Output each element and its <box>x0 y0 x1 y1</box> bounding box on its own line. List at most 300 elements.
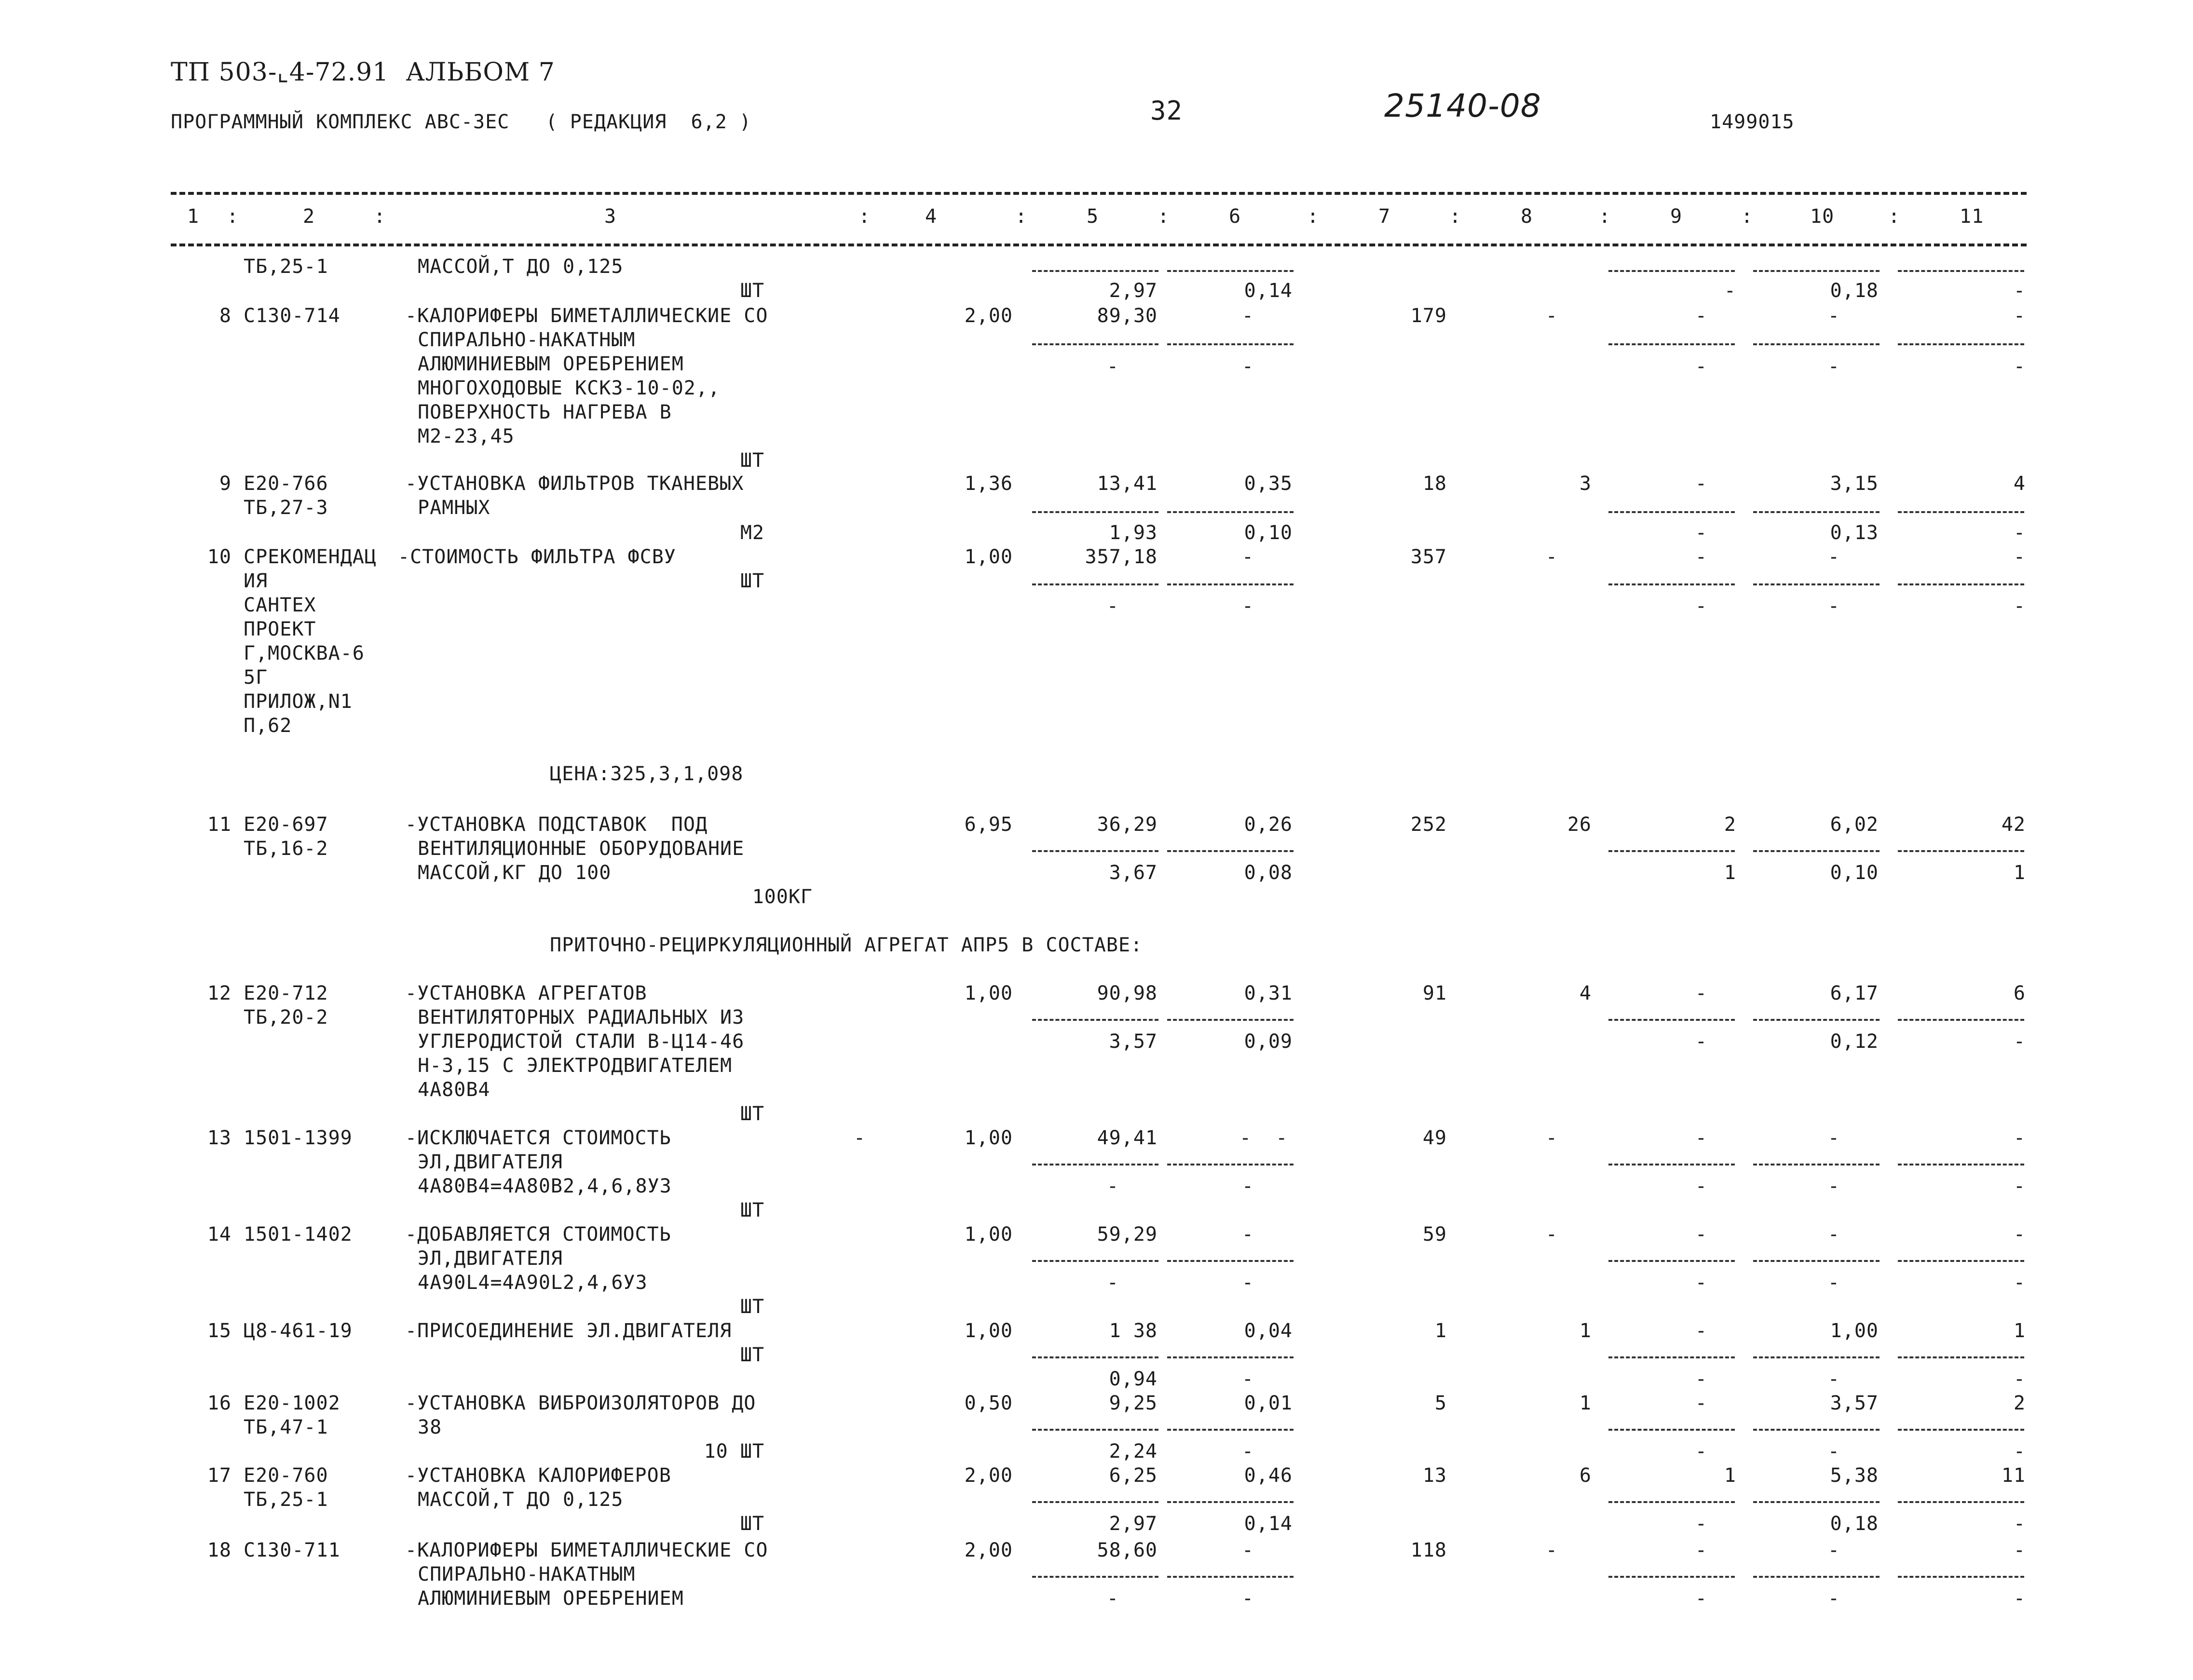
cell-11: 11 <box>2001 1464 2026 1487</box>
dashed-separator <box>1167 1429 1294 1431</box>
cell-8: - <box>1545 1539 1558 1561</box>
cell-5b: - <box>1106 1587 1119 1610</box>
row-number: 11 <box>207 813 232 836</box>
dashed-separator <box>1032 1501 1158 1503</box>
dashed-separator <box>1898 511 2024 513</box>
row-code: ТБ,25-1 <box>244 1489 328 1511</box>
row-code: ТБ,27-3 <box>244 497 328 519</box>
row-description: ПОВЕРХНОСТЬ НАГРЕВА В <box>418 401 672 423</box>
section-title: ПРИТОЧНО-РЕЦИРКУЛЯЦИОННЫЙ АГРЕГАТ АПР5 В СОСТАВЕ: <box>550 934 1143 956</box>
row-unit: ШТ <box>740 449 764 472</box>
dashed-separator <box>1167 343 1294 345</box>
col-sep: : <box>1888 205 1901 228</box>
row-description: МАССОЙ,КГ ДО 100 <box>418 862 612 884</box>
dashed-separator <box>1753 850 1880 852</box>
row-description: 38 <box>418 1416 442 1438</box>
row-number: 17 <box>207 1464 232 1487</box>
cell-5b: 2,97 <box>1109 280 1158 302</box>
cell-9b: - <box>1695 1513 1707 1535</box>
cell-5b: 1,93 <box>1109 522 1158 544</box>
dashed-separator <box>1898 1260 2024 1262</box>
cell-7: 13 <box>1422 1464 1447 1487</box>
dashed-separator <box>1032 1356 1158 1358</box>
row-description: М2-23,45 <box>418 425 515 447</box>
cell-11: 42 <box>2001 813 2026 836</box>
row-description: Н-3,15 С ЭЛЕКТРОДВИГАТЕЛЕМ <box>418 1055 733 1077</box>
cell-5b: 3,67 <box>1109 862 1158 884</box>
cell-5b: 2,24 <box>1109 1440 1158 1463</box>
dashed-separator <box>1167 1356 1294 1358</box>
dashed-separator <box>1167 1501 1294 1503</box>
dashed-separator <box>1032 1164 1158 1165</box>
dashed-separator <box>1032 511 1158 513</box>
dashed-separator <box>1898 850 2024 852</box>
cell-7: 91 <box>1422 982 1447 1004</box>
row-number: 9 <box>219 473 232 495</box>
row-number: 12 <box>207 982 232 1004</box>
cell-11b: - <box>2013 522 2026 544</box>
cell-10b: - <box>1827 1368 1840 1390</box>
dashed-separator <box>1608 1019 1735 1021</box>
row-code: С130-714 <box>244 305 341 327</box>
col-sep: : <box>858 205 871 228</box>
cell-6: 0,35 <box>1244 473 1293 495</box>
cell-9b: - <box>1695 1030 1707 1053</box>
cell-4: 1,00 <box>964 982 1013 1004</box>
cell-10b: 0,12 <box>1830 1030 1879 1053</box>
dashed-separator <box>1608 1260 1735 1262</box>
cell-6: - <box>1241 546 1254 568</box>
row-unit: ШТ <box>740 1103 764 1125</box>
dashed-separator <box>1608 270 1735 272</box>
dashed-separator <box>1032 343 1158 345</box>
row-code: П,62 <box>244 715 292 737</box>
cell-11: - <box>2013 1539 2026 1561</box>
cell-10b: 0,18 <box>1830 1513 1879 1535</box>
cell-6: 0,46 <box>1244 1464 1293 1487</box>
dashed-separator <box>1167 850 1294 852</box>
cell-10: - <box>1827 1539 1840 1561</box>
cell-9: - <box>1695 473 1707 495</box>
row-description: -УСТАНОВКА КАЛОРИФЕРОВ <box>405 1464 671 1487</box>
cell-10b: - <box>1827 1440 1840 1463</box>
row-description: ЭЛ,ДВИГАТЕЛЯ <box>418 1247 563 1270</box>
cell-9: - <box>1695 1223 1707 1246</box>
cell-6: - <box>1241 305 1254 327</box>
cell-6b: - <box>1241 1175 1254 1197</box>
row-code: ТБ,16-2 <box>244 838 328 860</box>
row-unit: ШТ <box>740 1513 764 1535</box>
cell-9b: - <box>1695 1587 1707 1610</box>
cell-5b: - <box>1106 355 1119 378</box>
cell-6b: - <box>1241 595 1254 617</box>
cell-8: 3 <box>1579 473 1592 495</box>
row-code: Г,МОСКВА-6 <box>244 642 365 664</box>
row-description: -ДОБАВЛЯЕТСЯ СТОИМОСТЬ <box>405 1223 671 1246</box>
row-description: -УСТАНОВКА ВИБРОИЗОЛЯТОРОВ ДО <box>405 1392 756 1414</box>
row-unit: ШТ <box>740 570 764 592</box>
row-description: УГЛЕРОДИСТОЙ СТАЛИ В-Ц14-46 <box>418 1030 745 1053</box>
cell-6b: 0,14 <box>1244 1513 1293 1535</box>
cell-11: - <box>2013 546 2026 568</box>
cell-7: 1 <box>1434 1320 1447 1342</box>
cell-6: 0,01 <box>1244 1392 1293 1414</box>
dashed-separator <box>1167 1019 1294 1021</box>
row-unit: ШТ <box>740 1344 764 1366</box>
cell-4: 2,00 <box>964 305 1013 327</box>
row-code: 1501-1402 <box>244 1223 353 1246</box>
row-code: ТБ,25-1 <box>244 256 328 278</box>
row-unit: ШТ <box>740 1296 764 1318</box>
col-header-5: 5 <box>1087 205 1099 228</box>
header-bottom-rule <box>171 244 2027 246</box>
cell-10b: - <box>1827 1272 1840 1294</box>
cell-9: - <box>1695 546 1707 568</box>
row-description: АЛЮМИНИЕВЫМ ОРЕБРЕНИЕМ <box>418 353 684 375</box>
col-sep: : <box>374 205 386 228</box>
row-number: 10 <box>207 546 232 568</box>
cell-7: 49 <box>1422 1127 1447 1149</box>
cell-9: 1 <box>1724 1464 1736 1487</box>
dashed-separator <box>1753 583 1880 585</box>
row-number: 15 <box>207 1320 232 1342</box>
cell-5: 1 38 <box>1109 1320 1158 1342</box>
col-header-9: 9 <box>1670 205 1683 228</box>
dashed-separator <box>1898 1576 2024 1578</box>
cell-11b: 1 <box>2013 862 2026 884</box>
cell-7: 252 <box>1410 813 1447 836</box>
cell-11: - <box>2013 1223 2026 1246</box>
cell-4: 1,36 <box>964 473 1013 495</box>
dashed-separator <box>1753 1356 1880 1358</box>
row-description: -КАЛОРИФЕРЫ БИМЕТАЛЛИЧЕСКИЕ СО <box>405 305 768 327</box>
row-description: -УСТАНОВКА АГРЕГАТОВ <box>405 982 647 1004</box>
cell-8: - <box>1545 305 1558 327</box>
row-code: СРЕКОМЕНДАЦ <box>244 546 377 568</box>
cell-8: - <box>1545 546 1558 568</box>
cell-7: 18 <box>1422 473 1447 495</box>
dashed-separator <box>1032 270 1158 272</box>
cell-10b: - <box>1827 595 1840 617</box>
cell-10b: - <box>1827 1175 1840 1197</box>
cell-11: 1 <box>2013 1320 2026 1342</box>
row-description: -ИСКЛЮЧАЕТСЯ СТОИМОСТЬ <box>405 1127 671 1149</box>
dashed-separator <box>1753 1501 1880 1503</box>
cell-4: 1,00 <box>964 1320 1013 1342</box>
row-unit: 10 ШТ <box>704 1440 764 1463</box>
cell-10b: - <box>1827 355 1840 378</box>
cell-3-mark: - <box>854 1127 866 1149</box>
cell-11b: - <box>2013 280 2026 302</box>
price-note: ЦЕНА:325,3,1,098 <box>550 763 744 785</box>
dashed-separator <box>1753 270 1880 272</box>
cell-6: - <box>1241 1539 1254 1561</box>
cell-4: 1,00 <box>964 1223 1013 1246</box>
cell-4: 2,00 <box>964 1539 1013 1561</box>
cell-6: 0,04 <box>1244 1320 1293 1342</box>
cell-6: - <box>1241 1223 1254 1246</box>
row-number: 16 <box>207 1392 232 1414</box>
dashed-separator <box>1753 1576 1880 1578</box>
table-top-rule <box>171 192 2027 195</box>
row-code: С130-711 <box>244 1539 341 1561</box>
dashed-separator <box>1032 1429 1158 1431</box>
dashed-separator <box>1898 1429 2024 1431</box>
dashed-separator <box>1032 1260 1158 1262</box>
row-description: 4А80В4 <box>418 1079 490 1101</box>
cell-10: 6,02 <box>1830 813 1879 836</box>
row-code: ПРИЛОЖ,N1 <box>244 691 353 713</box>
cell-11b: - <box>2013 1175 2026 1197</box>
cell-11: 4 <box>2013 473 2026 495</box>
dashed-separator <box>1753 343 1880 345</box>
dashed-separator <box>1032 1019 1158 1021</box>
cell-9b: - <box>1695 1368 1707 1390</box>
col-header-2: 2 <box>303 205 315 228</box>
cell-9: - <box>1695 1127 1707 1149</box>
cell-5: 49,41 <box>1097 1127 1158 1149</box>
cell-8: - <box>1545 1127 1558 1149</box>
row-code: ТБ,47-1 <box>244 1416 328 1438</box>
row-code: ПРОЕКТ <box>244 618 316 640</box>
cell-4: 1,00 <box>964 1127 1013 1149</box>
dashed-separator <box>1753 1164 1880 1165</box>
cell-10: - <box>1827 1223 1840 1246</box>
col-header-10: 10 <box>1810 205 1835 228</box>
dashed-separator <box>1167 511 1294 513</box>
col-header-1: 1 <box>187 205 200 228</box>
row-code: Е20-1002 <box>244 1392 341 1414</box>
cell-10b: - <box>1827 1587 1840 1610</box>
cell-11b: - <box>2013 1587 2026 1610</box>
row-number: 13 <box>207 1127 232 1149</box>
cell-8: 1 <box>1579 1392 1592 1414</box>
row-description: СПИРАЛЬНО-НАКАТНЫМ <box>418 329 636 351</box>
dashed-separator <box>1753 1260 1880 1262</box>
cell-9b: - <box>1695 522 1707 544</box>
col-header-11: 11 <box>1960 205 1984 228</box>
cell-6: - - <box>1240 1127 1288 1149</box>
dashed-separator <box>1608 511 1735 513</box>
row-description: 4А90L4=4А90L2,4,6У3 <box>418 1272 648 1294</box>
cell-6b: - <box>1241 355 1254 378</box>
cell-9b: 1 <box>1724 862 1736 884</box>
cell-5b: - <box>1106 1272 1119 1294</box>
cell-6b: - <box>1241 1272 1254 1294</box>
document-number: 25140-08 <box>1384 87 1541 124</box>
dashed-separator <box>1898 1356 2024 1358</box>
cell-5: 58,60 <box>1097 1539 1158 1561</box>
dashed-separator <box>1608 850 1735 852</box>
cell-5b: 0,94 <box>1109 1368 1158 1390</box>
cell-11b: - <box>2013 1513 2026 1535</box>
cell-11: 6 <box>2013 982 2026 1004</box>
dashed-separator <box>1753 1019 1880 1021</box>
cell-7: 59 <box>1422 1223 1447 1246</box>
row-description: МАССОЙ,Т ДО 0,125 <box>418 1489 624 1511</box>
cell-5: 9,25 <box>1109 1392 1158 1414</box>
row-description: ВЕНТИЛЯТОРНЫХ РАДИАЛЬНЫХ ИЗ <box>418 1006 745 1029</box>
row-description: СПИРАЛЬНО-НАКАТНЫМ <box>418 1563 636 1585</box>
cell-5: 59,29 <box>1097 1223 1158 1246</box>
cell-11: 2 <box>2013 1392 2026 1414</box>
col-header-3: 3 <box>604 205 617 228</box>
cell-9: 2 <box>1724 813 1736 836</box>
dashed-separator <box>1032 1576 1158 1578</box>
cell-10: - <box>1827 305 1840 327</box>
row-unit: ШТ <box>740 1199 764 1221</box>
cell-8: 1 <box>1579 1320 1592 1342</box>
cell-9b: - <box>1695 1272 1707 1294</box>
dashed-separator <box>1608 1164 1735 1165</box>
row-description: 4А80В4=4А80В2,4,6,8У3 <box>418 1175 672 1197</box>
cell-10: 3,57 <box>1830 1392 1879 1414</box>
cell-8: - <box>1545 1223 1558 1246</box>
cell-9b: - <box>1695 595 1707 617</box>
row-code: Ц8-461-19 <box>244 1320 353 1342</box>
cell-6b: - <box>1241 1440 1254 1463</box>
cell-5: 90,98 <box>1097 982 1158 1004</box>
cell-5: 357,18 <box>1085 546 1158 568</box>
cell-5: 36,29 <box>1097 813 1158 836</box>
cell-4: 0,50 <box>964 1392 1013 1414</box>
dashed-separator <box>1167 1164 1294 1165</box>
dashed-separator <box>1753 1429 1880 1431</box>
cell-11b: - <box>2013 1368 2026 1390</box>
cell-10: 6,17 <box>1830 982 1879 1004</box>
col-sep: : <box>227 205 239 228</box>
cell-6: 0,31 <box>1244 982 1293 1004</box>
cell-4: 1,00 <box>964 546 1013 568</box>
cell-9: - <box>1695 982 1707 1004</box>
col-sep: : <box>1015 205 1028 228</box>
col-sep: : <box>1307 205 1320 228</box>
cell-11b: - <box>2013 1272 2026 1294</box>
row-description: -КАЛОРИФЕРЫ БИМЕТАЛЛИЧЕСКИЕ СО <box>405 1539 768 1561</box>
dashed-separator <box>1608 1501 1735 1503</box>
cell-10: - <box>1827 546 1840 568</box>
cell-7: 179 <box>1410 305 1447 327</box>
cell-11b: - <box>2013 1440 2026 1463</box>
col-sep: : <box>1599 205 1611 228</box>
dashed-separator <box>1032 850 1158 852</box>
cell-10: 1,00 <box>1830 1320 1879 1342</box>
cell-5b: 3,57 <box>1109 1030 1158 1053</box>
cell-7: 118 <box>1410 1539 1447 1561</box>
row-code: ТБ,20-2 <box>244 1006 328 1029</box>
cell-5b: - <box>1106 1175 1119 1197</box>
row-code: 5Г <box>244 666 268 689</box>
row-unit: ШТ <box>740 280 764 302</box>
row-code: Е20-697 <box>244 813 328 836</box>
cell-11b: - <box>2013 595 2026 617</box>
cell-6b: 0,14 <box>1244 280 1293 302</box>
row-description: -ПРИСОЕДИНЕНИЕ ЭЛ.ДВИГАТЕЛЯ <box>405 1320 732 1342</box>
row-code: 1501-1399 <box>244 1127 353 1149</box>
cell-11b: - <box>2013 355 2026 378</box>
album-line: ТП 503-⌞4-72.91 АЛЬБОМ 7 <box>171 58 555 87</box>
cell-10b: 0,13 <box>1830 522 1879 544</box>
dashed-separator <box>1608 1356 1735 1358</box>
cell-6b: 0,09 <box>1244 1030 1293 1053</box>
cell-9b: - <box>1695 355 1707 378</box>
cell-10: 5,38 <box>1830 1464 1879 1487</box>
row-number: 18 <box>207 1539 232 1561</box>
cell-9: - <box>1695 1392 1707 1414</box>
page-number: 32 <box>1150 95 1183 126</box>
cell-5: 89,30 <box>1097 305 1158 327</box>
dashed-separator <box>1032 583 1158 585</box>
col-header-7: 7 <box>1378 205 1391 228</box>
dashed-separator <box>1898 343 2024 345</box>
row-description: АЛЮМИНИЕВЫМ ОРЕБРЕНИЕМ <box>418 1587 684 1610</box>
dashed-separator <box>1898 1501 2024 1503</box>
cell-5: 6,25 <box>1109 1464 1158 1487</box>
cell-8: 4 <box>1579 982 1592 1004</box>
cell-9: - <box>1695 1539 1707 1561</box>
cell-4: 2,00 <box>964 1464 1013 1487</box>
cell-4: 6,95 <box>964 813 1013 836</box>
cell-10: 3,15 <box>1830 473 1879 495</box>
cell-7: 357 <box>1410 546 1447 568</box>
cell-11: - <box>2013 305 2026 327</box>
dashed-separator <box>1898 583 2024 585</box>
row-description: -СТОИМОСТЬ ФИЛЬТРА ФСВУ <box>398 546 676 568</box>
cell-7: 5 <box>1434 1392 1447 1414</box>
cell-6b: 0,08 <box>1244 862 1293 884</box>
col-header-6: 6 <box>1229 205 1241 228</box>
cell-6b: - <box>1241 1587 1254 1610</box>
row-code: ИЯ <box>244 570 268 592</box>
dashed-separator <box>1167 1260 1294 1262</box>
cell-9b: - <box>1724 280 1736 302</box>
cell-8: 6 <box>1579 1464 1592 1487</box>
col-sep: : <box>1158 205 1170 228</box>
cell-11b: - <box>2013 1030 2026 1053</box>
cell-11: - <box>2013 1127 2026 1149</box>
cell-9b: - <box>1695 1440 1707 1463</box>
row-description: МАССОЙ,Т ДО 0,125 <box>418 256 624 278</box>
col-sep: : <box>1741 205 1754 228</box>
dashed-separator <box>1608 1429 1735 1431</box>
dashed-separator <box>1898 1164 2024 1165</box>
dashed-separator <box>1167 583 1294 585</box>
dashed-separator <box>1898 270 2024 272</box>
row-code: Е20-760 <box>244 1464 328 1487</box>
cell-6b: 0,10 <box>1244 522 1293 544</box>
cell-8: 26 <box>1567 813 1592 836</box>
row-description: РАМНЫХ <box>418 497 490 519</box>
dashed-separator <box>1608 583 1735 585</box>
dashed-separator <box>1167 1576 1294 1578</box>
row-unit: 100КГ <box>752 886 813 908</box>
row-number: 14 <box>207 1223 232 1246</box>
col-sep: : <box>1449 205 1462 228</box>
row-code: САНТЕХ <box>244 594 316 616</box>
col-header-4: 4 <box>925 205 938 228</box>
dashed-separator <box>1608 343 1735 345</box>
row-description: -УСТАНОВКА ФИЛЬТРОВ ТКАНЕВЫХ <box>405 473 744 495</box>
row-description: МНОГОХОДОВЫЕ КСК3-10-02,, <box>418 377 721 399</box>
row-code: Е20-766 <box>244 473 328 495</box>
dashed-separator <box>1898 1019 2024 1021</box>
row-description: -УСТАНОВКА ПОДСТАВОК ПОД <box>405 813 708 836</box>
cell-5b: - <box>1106 595 1119 617</box>
dashed-separator <box>1608 1576 1735 1578</box>
cell-9: - <box>1695 305 1707 327</box>
cell-10: - <box>1827 1127 1840 1149</box>
cell-9b: - <box>1695 1175 1707 1197</box>
